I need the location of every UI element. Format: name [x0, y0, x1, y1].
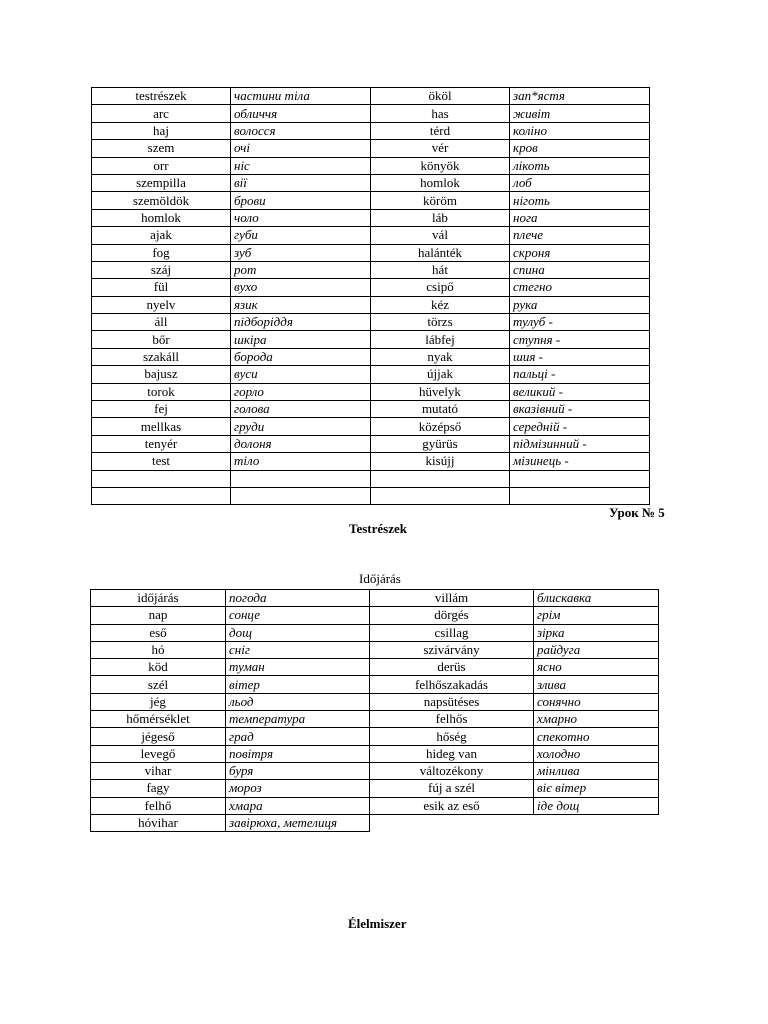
table-row [91, 676, 659, 693]
ukrainian-translation-cell: вуси [231, 366, 371, 383]
hungarian-term-cell [92, 487, 231, 504]
hungarian-term-cell: könyök [371, 157, 510, 174]
hungarian-term-cell [92, 470, 231, 487]
table-row [92, 227, 650, 244]
ukrainian-translation-cell: обличчя [231, 105, 371, 122]
hungarian-term-cell: csillag [370, 624, 534, 641]
hungarian-term-cell: lábfej [371, 331, 510, 348]
table-row [91, 641, 659, 658]
table-row [92, 435, 650, 452]
hungarian-term-cell: időjárás [91, 590, 226, 607]
hungarian-term-cell: hóvihar [91, 814, 226, 831]
hungarian-term-cell: felhős [370, 711, 534, 728]
hungarian-term-cell: nyak [371, 348, 510, 365]
ukrainian-translation-cell [231, 470, 371, 487]
ukrainian-translation-cell: підборіддя [231, 314, 371, 331]
ukrainian-translation-cell: температура [226, 711, 370, 728]
hungarian-term-cell: dörgés [370, 607, 534, 624]
table-row [91, 780, 659, 797]
hungarian-term-cell: csipő [371, 279, 510, 296]
hungarian-term-cell: fej [92, 401, 231, 418]
table-row [92, 192, 650, 209]
ukrainian-translation-cell: льод [226, 693, 370, 710]
hungarian-term-cell: jég [91, 693, 226, 710]
ukrainian-translation-cell: борода [231, 348, 371, 365]
ukrainian-translation-cell: волосся [231, 122, 371, 139]
hungarian-term-cell: levegő [91, 745, 226, 762]
ukrainian-translation-cell: середній - [510, 418, 650, 435]
hungarian-term-cell: felhőszakadás [370, 676, 534, 693]
hungarian-term-cell: ajak [92, 227, 231, 244]
ukrainian-translation-cell [510, 487, 650, 504]
table-row [92, 331, 650, 348]
hungarian-term-cell: láb [371, 209, 510, 226]
ukrainian-translation-cell: вказівний - [510, 401, 650, 418]
ukrainian-translation-cell: грім [534, 607, 659, 624]
ukrainian-translation-cell: великий - [510, 383, 650, 400]
ukrainian-translation-cell: ніс [231, 157, 371, 174]
table-row [92, 122, 650, 139]
table-row [91, 659, 659, 676]
table-row [91, 745, 659, 762]
hungarian-term-cell: orr [92, 157, 231, 174]
ukrainian-translation-cell: сніг [226, 641, 370, 658]
hungarian-term-cell: eső [91, 624, 226, 641]
lesson-label: Урок № 5 [609, 505, 665, 520]
hungarian-term-cell: test [92, 453, 231, 470]
hungarian-term-cell: jégeső [91, 728, 226, 745]
ukrainian-translation-cell: іде дощ [534, 797, 659, 814]
hungarian-term-cell: testrészek [92, 88, 231, 105]
hungarian-term-cell: has [371, 105, 510, 122]
hungarian-term-cell: nap [91, 607, 226, 624]
ukrainian-translation-cell: коліно [510, 122, 650, 139]
hungarian-term-cell: szemöldök [92, 192, 231, 209]
ukrainian-translation-cell: сонячно [534, 693, 659, 710]
hungarian-term-cell: hideg van [370, 745, 534, 762]
table-row [92, 105, 650, 122]
ukrainian-translation-cell: лоб [510, 174, 650, 191]
hungarian-term-cell: kisújj [371, 453, 510, 470]
ukrainian-translation-cell: чоло [231, 209, 371, 226]
ukrainian-translation-cell [510, 470, 650, 487]
empty-cell [370, 814, 534, 831]
ukrainian-translation-cell: мороз [226, 780, 370, 797]
hungarian-term-cell [371, 487, 510, 504]
hungarian-term-cell: hőmérséklet [91, 711, 226, 728]
ukrainian-translation-cell: очі [231, 140, 371, 157]
table-row [92, 157, 650, 174]
ukrainian-translation-cell: хмара [226, 797, 370, 814]
ukrainian-translation-cell: спекотно [534, 728, 659, 745]
table-row [92, 244, 650, 261]
ukrainian-translation-cell: райдуга [534, 641, 659, 658]
ukrainian-translation-cell: шия - [510, 348, 650, 365]
hungarian-term-cell: felhő [91, 797, 226, 814]
hungarian-term-cell: haj [92, 122, 231, 139]
ukrainian-translation-cell: сонце [226, 607, 370, 624]
ukrainian-translation-cell: завірюха, метелиця [226, 814, 370, 831]
table-row [92, 261, 650, 278]
hungarian-term-cell: hőség [370, 728, 534, 745]
hungarian-term-cell: hüvelyk [371, 383, 510, 400]
ukrainian-translation-cell: ясно [534, 659, 659, 676]
ukrainian-translation-cell: стегно [510, 279, 650, 296]
ukrainian-translation-cell: брови [231, 192, 371, 209]
table-row [92, 470, 650, 487]
hungarian-term-cell: nyelv [92, 296, 231, 313]
table-row [92, 314, 650, 331]
hungarian-term-cell: fagy [91, 780, 226, 797]
ukrainian-translation-cell: зірка [534, 624, 659, 641]
ukrainian-translation-cell: рука [510, 296, 650, 313]
ukrainian-translation-cell: скроня [510, 244, 650, 261]
hungarian-term-cell: változékony [370, 762, 534, 779]
table-row [92, 174, 650, 191]
hungarian-term-cell: szem [92, 140, 231, 157]
ukrainian-translation-cell: плече [510, 227, 650, 244]
hungarian-term-cell: köd [91, 659, 226, 676]
ukrainian-translation-cell: лікоть [510, 157, 650, 174]
ukrainian-translation-cell: нога [510, 209, 650, 226]
hungarian-term-cell: villám [370, 590, 534, 607]
hungarian-term-cell: törzs [371, 314, 510, 331]
ukrainian-translation-cell: хмарно [534, 711, 659, 728]
ukrainian-translation-cell: кров [510, 140, 650, 157]
table-row [92, 487, 650, 504]
hungarian-term-cell: újjak [371, 366, 510, 383]
ukrainian-translation-cell: долоня [231, 435, 371, 452]
table-row [91, 590, 659, 607]
hungarian-term-cell: térd [371, 122, 510, 139]
table-row [91, 711, 659, 728]
table-row [92, 279, 650, 296]
table-row [92, 88, 650, 105]
ukrainian-translation-cell: блискавка [534, 590, 659, 607]
ukrainian-translation-cell: дощ [226, 624, 370, 641]
ukrainian-translation-cell: горло [231, 383, 371, 400]
table-row [91, 607, 659, 624]
hungarian-term-cell: derüs [370, 659, 534, 676]
table-row [91, 624, 659, 641]
ukrainian-translation-cell: злива [534, 676, 659, 693]
body-parts-table [91, 87, 650, 505]
ukrainian-translation-cell: повітря [226, 745, 370, 762]
hungarian-term-cell: fúj a szél [370, 780, 534, 797]
hungarian-term-cell: vihar [91, 762, 226, 779]
ukrainian-translation-cell: голова [231, 401, 371, 418]
hungarian-term-cell: köröm [371, 192, 510, 209]
ukrainian-translation-cell: тулуб - [510, 314, 650, 331]
hungarian-term-cell: esik az eső [370, 797, 534, 814]
hungarian-term-cell [371, 470, 510, 487]
hungarian-term-cell: vál [371, 227, 510, 244]
hungarian-term-cell: mutató [371, 401, 510, 418]
ukrainian-translation-cell: вухо [231, 279, 371, 296]
table-row [92, 140, 650, 157]
ukrainian-translation-cell: частини тіла [231, 88, 371, 105]
ukrainian-translation-cell: рот [231, 261, 371, 278]
ukrainian-translation-cell: пальці - [510, 366, 650, 383]
weather-title: Időjárás [359, 571, 401, 586]
section-title-food: Élelmiszer [348, 916, 407, 931]
hungarian-term-cell: torok [92, 383, 231, 400]
hungarian-term-cell: fog [92, 244, 231, 261]
hungarian-term-cell: napsütéses [370, 693, 534, 710]
hungarian-term-cell: bőr [92, 331, 231, 348]
table-row [92, 209, 650, 226]
hungarian-term-cell: tenyér [92, 435, 231, 452]
hungarian-term-cell: áll [92, 314, 231, 331]
ukrainian-translation-cell: зап*ястя [510, 88, 650, 105]
ukrainian-translation-cell: мізинець - [510, 453, 650, 470]
hungarian-term-cell: halánték [371, 244, 510, 261]
ukrainian-translation-cell: туман [226, 659, 370, 676]
ukrainian-translation-cell: зуб [231, 244, 371, 261]
hungarian-term-cell: arc [92, 105, 231, 122]
table-row [91, 728, 659, 745]
hungarian-term-cell: ököl [371, 88, 510, 105]
hungarian-term-cell: homlok [92, 209, 231, 226]
ukrainian-translation-cell: губи [231, 227, 371, 244]
ukrainian-translation-cell: підмізинний - [510, 435, 650, 452]
hungarian-term-cell: szél [91, 676, 226, 693]
ukrainian-translation-cell: град [226, 728, 370, 745]
empty-cell [534, 814, 659, 831]
ukrainian-translation-cell: вітер [226, 676, 370, 693]
table-row [91, 814, 659, 831]
table-row [91, 693, 659, 710]
ukrainian-translation-cell: груди [231, 418, 371, 435]
table-row [92, 453, 650, 470]
ukrainian-translation-cell: буря [226, 762, 370, 779]
table-row [92, 418, 650, 435]
table-row [92, 401, 650, 418]
section-title-body-parts: Testrészek [349, 521, 408, 536]
table-row [91, 797, 659, 814]
ukrainian-translation-cell: тіло [231, 453, 371, 470]
table-row [92, 366, 650, 383]
hungarian-term-cell: homlok [371, 174, 510, 191]
hungarian-term-cell: gyürüs [371, 435, 510, 452]
table-row [92, 383, 650, 400]
ukrainian-translation-cell: шкіра [231, 331, 371, 348]
hungarian-term-cell: szivárvány [370, 641, 534, 658]
ukrainian-translation-cell: мінлива [534, 762, 659, 779]
ukrainian-translation-cell: язик [231, 296, 371, 313]
hungarian-term-cell: hó [91, 641, 226, 658]
table-row [92, 296, 650, 313]
hungarian-term-cell: bajusz [92, 366, 231, 383]
ukrainian-translation-cell: погода [226, 590, 370, 607]
hungarian-term-cell: mellkas [92, 418, 231, 435]
table-row [91, 762, 659, 779]
ukrainian-translation-cell: ступня - [510, 331, 650, 348]
ukrainian-translation-cell: ніготь [510, 192, 650, 209]
hungarian-term-cell: fül [92, 279, 231, 296]
ukrainian-translation-cell: живіт [510, 105, 650, 122]
ukrainian-translation-cell: віє вітер [534, 780, 659, 797]
ukrainian-translation-cell [231, 487, 371, 504]
ukrainian-translation-cell: холодно [534, 745, 659, 762]
weather-table [90, 589, 659, 832]
table-row [92, 348, 650, 365]
hungarian-term-cell: kéz [371, 296, 510, 313]
hungarian-term-cell: vér [371, 140, 510, 157]
hungarian-term-cell: középső [371, 418, 510, 435]
hungarian-term-cell: hát [371, 261, 510, 278]
ukrainian-translation-cell: спина [510, 261, 650, 278]
hungarian-term-cell: szakáll [92, 348, 231, 365]
hungarian-term-cell: szempilla [92, 174, 231, 191]
ukrainian-translation-cell: вії [231, 174, 371, 191]
hungarian-term-cell: száj [92, 261, 231, 278]
